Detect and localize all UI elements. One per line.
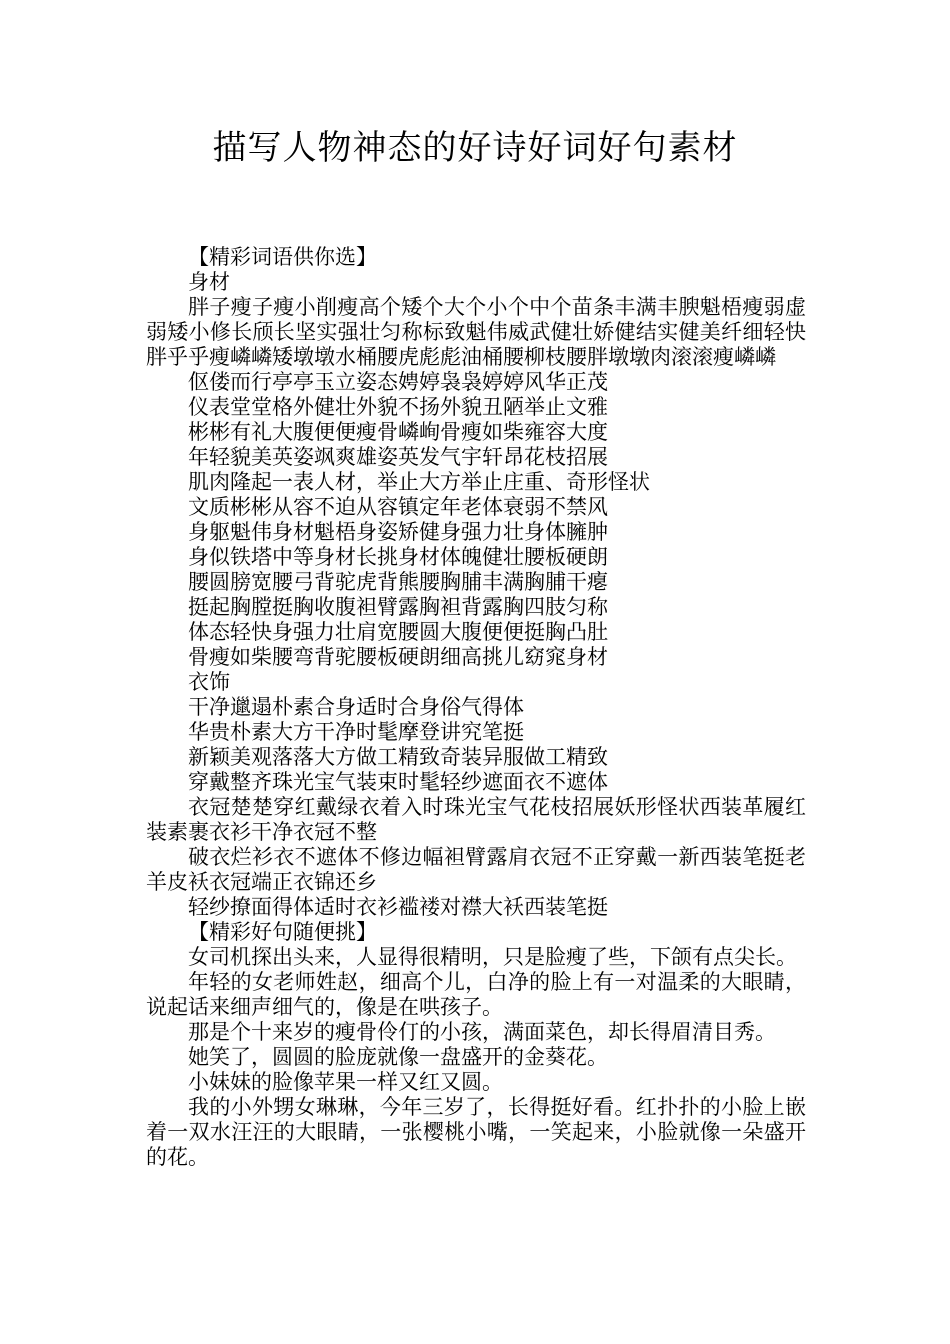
section-heading: 【精彩词语供你选】 <box>188 245 377 269</box>
subsection-heading: 身材 <box>188 270 230 294</box>
paragraph: 女司机探出头来，人显得很精明，只是脸瘦了些，下颌有点尖长。 <box>188 945 797 969</box>
paragraph: 腰圆膀宽腰弓背驼虎背熊腰胸脯丰满胸脯干瘪 <box>188 570 608 594</box>
paragraph: 穿戴整齐珠光宝气装束时髦轻纱遮面衣不遮体 <box>188 770 608 794</box>
paragraph: 体态轻快身强力壮肩宽腰圆大腹便便挺胸凸肚 <box>188 620 608 644</box>
document-body <box>146 245 806 1170</box>
paragraph: 干净邋遢朴素合身适时合身俗气得体 <box>188 695 524 719</box>
paragraph: 新颖美观落落大方做工精致奇装异服做工精致 <box>188 745 608 769</box>
paragraph: 肌肉隆起一表人材，举止大方举止庄重、奇形怪状 <box>188 470 650 494</box>
paragraph: 那是个十来岁的瘦骨伶仃的小孩，满面菜色，却长得眉清目秀。 <box>188 1020 776 1044</box>
paragraph: 彬彬有礼大腹便便瘦骨嶙峋骨瘦如柴雍容大度 <box>188 420 608 444</box>
paragraph: 轻纱撩面得体适时衣衫褴褛对襟大袄西装笔挺 <box>188 895 608 919</box>
paragraph: 她笑了，圆圆的脸庞就像一盘盛开的金葵花。 <box>188 1045 608 1069</box>
paragraph: 胖子瘦子瘦小削瘦高个矮个大个小个中个苗条丰满丰腴魁梧瘦弱虚弱矮小修长颀长坚实强壮匀称标致魁伟威武健壮娇健结实健美纤细轻快胖乎乎瘦嶙嶙矮墩墩水桶腰虎彪彪油桶腰柳枝腰胖墩墩肉滚滚瘦嶙嶙 <box>146 295 806 369</box>
subsection-heading: 衣饰 <box>188 670 230 694</box>
paragraph: 年轻貌美英姿飒爽雄姿英发气宇轩昂花枝招展 <box>188 445 608 469</box>
paragraph: 挺起胸膛挺胸收腹袒臂露胸袒背露胸四肢匀称 <box>188 595 608 619</box>
paragraph: 破衣烂衫衣不遮体不修边幅袒臂露肩衣冠不正穿戴一新西装笔挺老羊皮袄衣冠端正衣锦还乡 <box>146 845 806 894</box>
paragraph: 文质彬彬从容不迫从容镇定年老体衰弱不禁风 <box>188 495 608 519</box>
paragraph: 身似铁塔中等身材长挑身材体魄健壮腰板硬朗 <box>188 545 608 569</box>
paragraph: 身躯魁伟身材魁梧身姿矫健身强力壮身体臃肿 <box>188 520 608 544</box>
paragraph: 年轻的女老师姓赵，细高个儿，白净的脸上有一对温柔的大眼睛，说起话来细声细气的，像是在哄孩子。 <box>146 970 806 1019</box>
paragraph: 伛偻而行亭亭玉立姿态娉婷袅袅婷婷风华正茂 <box>188 370 608 394</box>
paragraph: 仪表堂堂格外健壮外貌不扬外貌丑陋举止文雅 <box>188 395 608 419</box>
paragraph: 我的小外甥女琳琳，今年三岁了，长得挺好看。红扑扑的小脸上嵌着一双水汪汪的大眼睛，一张樱桃小嘴，一笑起来，小脸就像一朵盛开的花。 <box>146 1095 806 1169</box>
paragraph: 小妹妹的脸像苹果一样又红又圆。 <box>188 1070 503 1094</box>
paragraph: 华贵朴素大方干净时髦摩登讲究笔挺 <box>188 720 524 744</box>
paragraph: 骨瘦如柴腰弯背驼腰板硬朗细高挑儿窈窕身材 <box>188 645 608 669</box>
paragraph: 衣冠楚楚穿红戴绿衣着入时珠光宝气花枝招展妖形怪状西装革履红装素裹衣衫干净衣冠不整 <box>146 795 806 844</box>
document-title: 描写人物神态的好诗好词好句素材 <box>212 128 738 168</box>
section-heading: 【精彩好句随便挑】 <box>188 920 377 944</box>
